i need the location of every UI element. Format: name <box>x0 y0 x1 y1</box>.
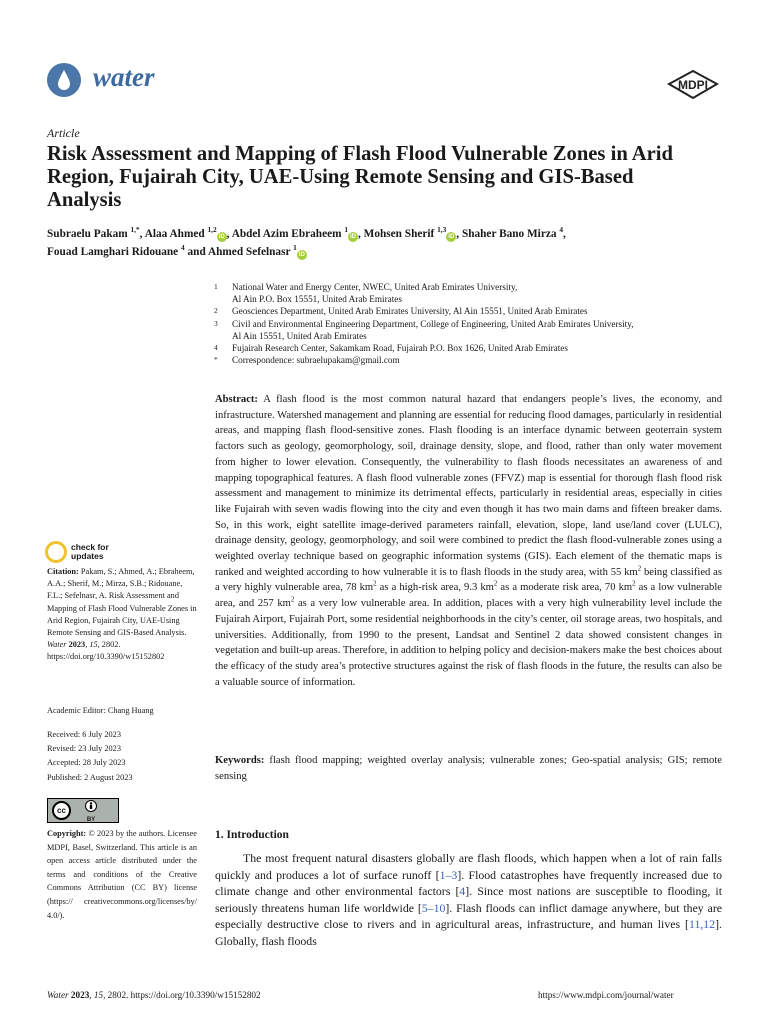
published-date: Published: 2 August 2023 <box>47 772 133 782</box>
orcid-icon[interactable]: iD <box>218 234 225 240</box>
paper-title: Risk Assessment and Mapping of Flash Flood Vulnerable Zones in Arid Region, Fujairah City, UAE-Using Remote Sensing and GIS-Based Analysis <box>47 143 673 211</box>
author: Abdel Azim Ebraheem <box>231 228 342 240</box>
orcid-icon[interactable]: iD <box>448 234 455 240</box>
check-updates-icon <box>45 541 67 563</box>
cc-icon: cc <box>52 801 71 820</box>
svg-text:MDPI: MDPI <box>678 78 708 92</box>
affiliation: 3 Civil and Environmental Engineering Department, College of Engineering, United Arab Emirates University, Al Ain 15551, United Arab Emirates <box>214 318 634 341</box>
check-for-updates-button[interactable]: check for updates <box>45 541 109 563</box>
received-date: Received: 6 July 2023 <box>47 730 121 739</box>
orcid-icon[interactable]: iD <box>350 234 357 240</box>
keywords: Keywords: flash flood mapping; weighted overlay analysis; vulnerable zones; Geo-spatial analysis; GIS; remote sensing <box>215 755 722 782</box>
affiliation: 4 Fujairah Research Center, Sakamkam Road, Fujairah P.O. Box 1626, United Arab Emirates <box>214 343 568 354</box>
section-heading: 1. Introduction <box>215 829 289 841</box>
copyright: Copyright: © 2023 by the authors. Licensee MDPI, Basel, Switzerland. This article is an open access article distributed under the terms and conditions of the Creative Commons Attribution (CC BY) license (https:// creativecommons.org/licenses/by/ 4.0/). <box>47 829 197 920</box>
citation-link[interactable]: 4 <box>459 884 466 898</box>
academic-editor: Academic Editor: Chang Huang <box>47 706 154 715</box>
author-list: Subraelu Pakam $^{1,*}$, Alaa Ahmed $^{1,2}$iD , Abdel Azim Ebraheem $^1$iD , Mohsen Sherif $^{1,3}$iD , Shaher Bano Mirza $^4$, Fouad Lamghari Ridouane $^4$ and Ahmed Sefelnasr $^1$iD <box>47 225 566 258</box>
author: Mohsen Sherif <box>363 228 435 240</box>
citation-link[interactable]: 1–3 <box>439 867 458 882</box>
citation: Citation: Pakam, S.; Ahmed, A.; Ebraheem, A.A.; Sherif, M.; Mirza, S.B.; Ridouane, F.L.; Sefelnasr, A. Risk Assessment and Mapping of Flash Flood Vulnerable Zones in Arid Region, Fujairah City, UAE-Using Remote Sensing and GIS-Based Analysis. Water 2023, 15, 2802. https://doi.org/10.3390/w15152802 <box>47 567 197 662</box>
affiliations <box>214 281 724 366</box>
attribution-icon <box>81 800 101 812</box>
correspondence: * Correspondence: subraelupakam@gmail.com <box>214 355 400 366</box>
author: Ahmed Sefelnasr <box>207 245 291 258</box>
revised-date: Revised: 23 July 2023 <box>47 744 121 754</box>
footer-citation: Water 2023, 15, 2802. https://doi.org/10.3390/w15152802 <box>47 990 261 1000</box>
citation-link[interactable]: 5–10 <box>421 900 446 915</box>
accepted-date: Accepted: 28 July 2023 <box>47 758 126 768</box>
dates <box>47 728 197 785</box>
journal-logo-icon <box>47 63 81 97</box>
cc-by-license-badge[interactable]: cc BY <box>47 798 119 823</box>
author: Alaa Ahmed <box>144 228 205 240</box>
affiliation: 1 National Water and Energy Center, NWEC, United Arab Emirates University, Al Ain P.O. Box 15551, United Arab Emirates <box>214 282 518 305</box>
abstract: Abstract: A flash flood is the most common natural hazard that endangers people’s lives, the economy, and infrastructure. Watershed management and planning are essential for reducing flood damages, particularly in residential areas, and mapping flash flood-sensitive zones. Flash flooding is an interface dynamic between geoterrain system factors such as geology, geomorphology, soil, drainage density, slope, and flood, rather than only water movement from higher to lower elevation. Consequently, the vulnerability to flash floods necessitates an awareness of and mapping topographical features. A flash flood vulnerable zones (FFVZ) map is essential for thorough flash flood risk assessment and management to minimize its detrimental effects, particularly in residential areas, especially in cities like Fujairah with seven wadis flowing into the city and even though it has two main dams and fifteen breaker dams. So, in this work, eight satellite image-derived parameters rainfall, elevation, slope, land use/land cover (LULC), drainage density, geology, geomorphology, and soil were combined to predict the flash flood-vulnerable zones using a weighted overlay technique based on geographic information systems (GIS). Each element of the thematic maps is ranked and weighted according to how vulnerable it is to flash floods in the study area, with 55 $km^2$ being classified as a very highly vulnerable area, 78 $km^2$ as a high-risk area, 9.3 $km^2$ as a moderate risk area, 70 $km^2$ as a low vulnerable area, and 257 $km^2$ as a very low vulnerable area. In addition, places with a very high vulnerability level include the Fujairah Airport, Fujairah Port, some residential neighborhoods in the city’s center, oil storage areas, two hospitals, and universities. Additionally, from 1990 to the present, Landsat and Sentinel 2 data showed consistent changes in vegetation and built-up areas. Therefore, in addition to helping policy and decision-makers make the best choices about the efficacy of the study area’s protective structures against the risk of flash floods in the future, the results can also be a valuable source of information. <box>215 394 723 688</box>
footer-url[interactable]: https://www.mdpi.com/journal/water <box>538 990 674 1000</box>
author: Fouad Lamghari Ridouane <box>47 245 179 258</box>
introduction-paragraph: The most frequent natural disasters globally are flash floods, which happen when a lot of rain falls quickly and produces a lot of surface runoff [1–3]. Flood catastrophes have frequently increased due to climate change and other environmental factors [4]. Since most nations are susceptible to flooding, it seriously threatens human life worldwide [5–10]. Flash floods can inflict damage anywhere, but they are especially destructive close to rivers and in agricultural areas, infrastructure, and human lives [11,12]. Globally, flash floods <box>215 851 722 948</box>
citation-link[interactable]: 11,12 <box>689 917 716 931</box>
author: Shaher Bano Mirza <box>461 228 557 240</box>
orcid-icon[interactable]: iD <box>298 251 305 258</box>
abstract-label: Abstract: <box>215 394 258 405</box>
affiliation: 2 Geosciences Department, United Arab Emirates University, Al Ain 15551, United Arab Emirates <box>214 306 588 317</box>
mdpi-logo <box>667 70 719 105</box>
article-type: Article <box>47 126 80 140</box>
author: Subraelu Pakam <box>47 228 128 240</box>
keywords-label: Keywords: <box>215 755 265 766</box>
journal-name: water <box>93 62 155 92</box>
